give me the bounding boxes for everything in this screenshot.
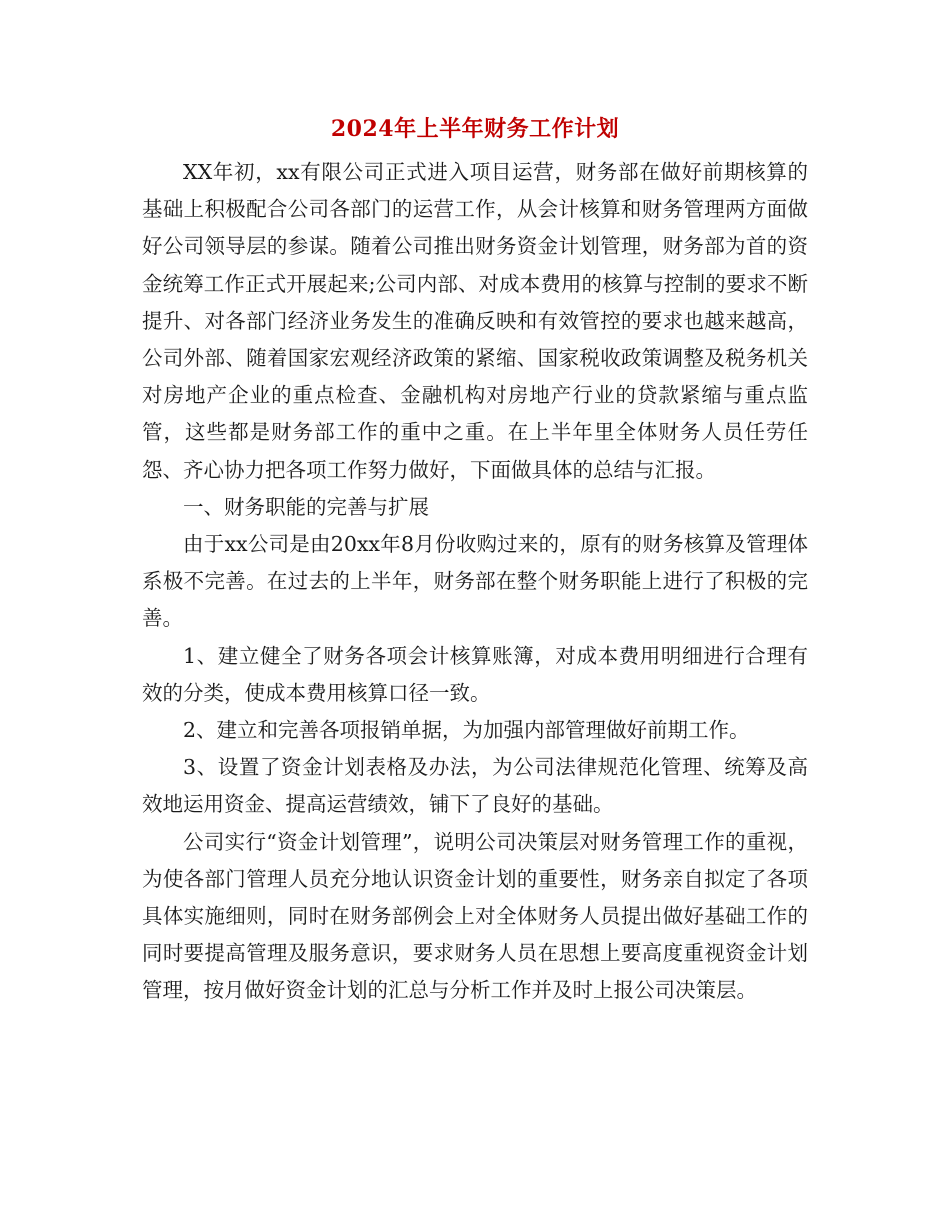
document-body xyxy=(142,154,808,1010)
document-title: 2024年上半年财务工作计划 xyxy=(330,116,620,142)
paragraph-acquisition: 由于xx公司是由20xx年8月份收购过来的，原有的财务核算及管理体系极不完善。在过去的上半年，财务部在整个财务职能上进行了积极的完善。 xyxy=(142,532,808,631)
paragraph-intro: XX年初，xx有限公司正式进入项目运营，财务部在做好前期核算的基础上积极配合公司各部门的运营工作，从会计核算和财务管理两方面做好公司领导层的参谋。随着公司推出财务资金计划管理，财务部为首的资金统筹工作正式开展起来;公司内部、对成本费用的核算与控制的要求不断提升、对各部门经济业务发生的准确反映和有效管控的要求也越来越高，公司外部、随着国家宏观经济政策的紧缩、国家税收政策调整及税务机关对房地产企业的重点检查、金融机构对房地产行业的贷款紧缩与重点监管，这些都是财务部工作的重中之重。在上半年里全体财务人员任劳任怨、齐心协力把各项工作努力做好，下面做具体的总结与汇报。 xyxy=(142,160,808,482)
list-item-1: 1、建立健全了财务各项会计核算账簿，对成本费用明细进行合理有效的分类，使成本费用核算口径一致。 xyxy=(142,643,808,705)
section-heading-1: 一、财务职能的完善与扩展 xyxy=(183,494,429,519)
list-item-3: 3、设置了资金计划表格及办法，为公司法律规范化管理、统筹及高效地运用资金、提高运营绩效，铺下了良好的基础。 xyxy=(142,755,808,817)
list-item-2: 2、建立和完善各项报销单据，为加强内部管理做好前期工作。 xyxy=(183,718,750,743)
paragraph-fund-plan: 公司实行“资金计划管理”，说明公司决策层对财务管理工作的重视，为使各部门管理人员充分地认识资金计划的重要性，财务亲自拟定了各项具体实施细则，同时在财务部例会上对全体财务人员提出做好基础工作的同时要提高管理及服务意识，要求财务人员在思想上要高度重视资金计划管理，按月做好资金计划的汇总与分析工作并及时上报公司决策层。 xyxy=(142,829,808,1003)
